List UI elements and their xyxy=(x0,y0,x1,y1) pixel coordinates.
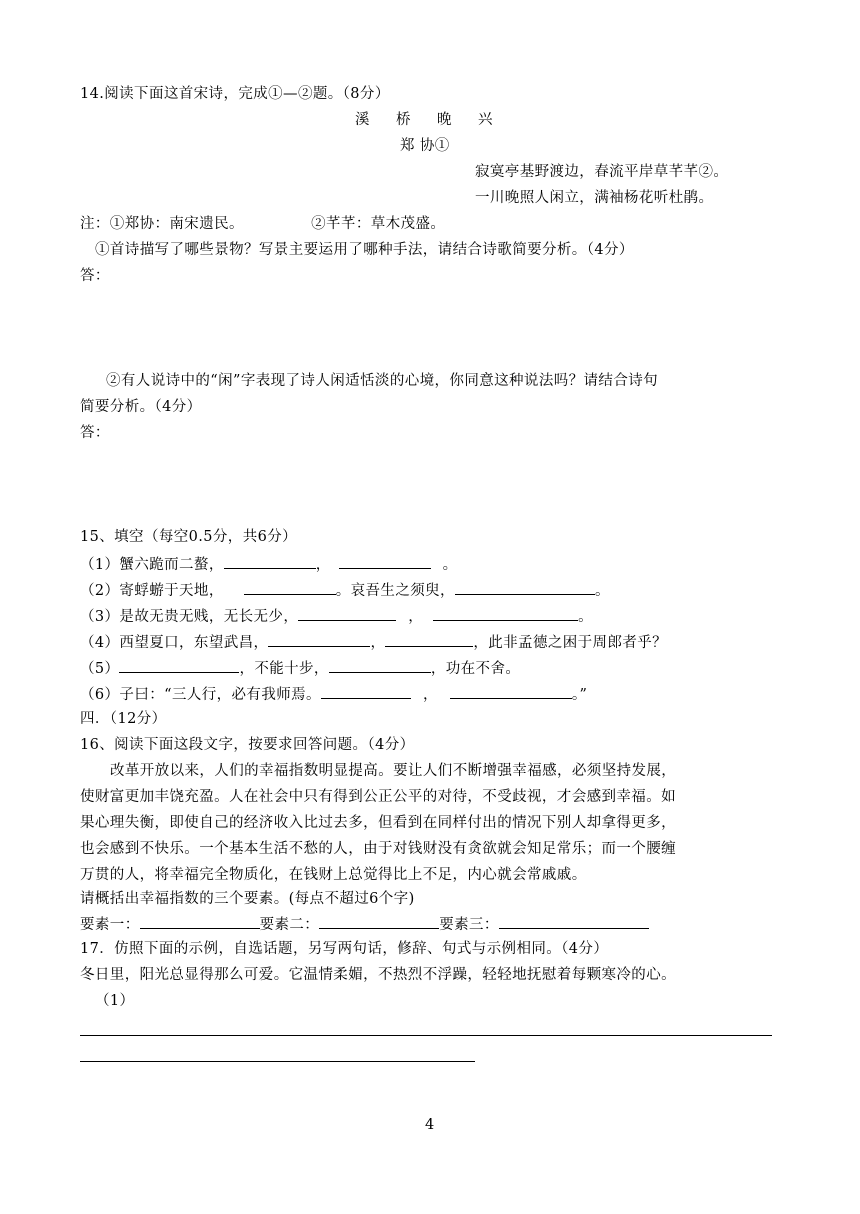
q15-header: 15、填空（每空0.5分，共6分） xyxy=(80,529,298,545)
page-number: 4 xyxy=(425,1117,435,1133)
q17-header: 17．仿照下面的示例，自选话题，另写两句话，修辞、句式与示例相同。（4分） xyxy=(80,941,609,957)
q15-line-3 xyxy=(80,606,593,626)
q15-text: ，不能十步， xyxy=(239,661,329,677)
q14-sub2-line2: 简要分析。（4分） xyxy=(80,399,202,415)
poem-author: 郑 协① xyxy=(400,138,450,154)
q16-header: 16、阅读下面这段文字，按要求回答问题。（4分） xyxy=(80,737,415,753)
q14-header: 14.阅读下面这首宋诗，完成①—②题。（8分） xyxy=(80,86,390,102)
q15-text: （5） xyxy=(80,661,120,677)
q17-example: 冬日里，阳光总显得那么可爱。它温情柔媚，不热烈不浮躁，轻轻地抚慰着每颗寒冷的心。 xyxy=(80,967,676,983)
q15-line-1 xyxy=(80,554,458,574)
q15-text: ， xyxy=(408,609,424,625)
q15-line-2 xyxy=(80,580,610,600)
poem-line-2: 一川晚照人闲立，满袖杨花听杜鹃。 xyxy=(475,190,714,206)
q15-text: （6）子曰：“三人行，必有我师焉。 xyxy=(80,687,321,703)
q15-text: ，功在不舍。 xyxy=(430,661,521,677)
element-one-blank[interactable] xyxy=(140,914,260,929)
blank[interactable] xyxy=(433,606,578,621)
q17-item-1: （1） xyxy=(95,993,135,1009)
q15-line-4 xyxy=(80,632,667,652)
answer-line-2[interactable] xyxy=(80,1061,475,1062)
q16-paragraph-4: 也会感到不快乐。一个基本生活不愁的人，由于对钱财没有贪欲就会知足常乐；而一个腰缠 xyxy=(80,841,676,857)
q16-paragraph-1: 改革开放以来，人们的幸福指数明显提高。要让人们不断增强幸福感，必须坚持发展， xyxy=(110,763,677,779)
q14-sub2-line1: ②有人说诗中的“闲”字表现了诗人闲适恬淡的心境，你同意这种说法吗？请结合诗句 xyxy=(106,373,659,389)
q15-text: （3）是故无贵无贱，无长无少， xyxy=(80,609,299,625)
blank[interactable] xyxy=(224,554,316,569)
section-four-header: 四．（12分） xyxy=(80,711,167,727)
q15-text: ， xyxy=(422,687,438,703)
q15-text: 。” xyxy=(571,687,588,703)
blank[interactable] xyxy=(268,632,370,647)
element-two-blank[interactable] xyxy=(319,914,439,929)
poem-line-1: 寂寞亭基野渡边，春流平岸草芊芊②。 xyxy=(475,164,729,180)
q15-line-6 xyxy=(80,684,587,704)
q16-elements xyxy=(80,914,649,934)
q14-answer-label-1: 答： xyxy=(80,268,110,284)
q16-paragraph-5: 万贯的人，将幸福完全物质化，在钱财上总觉得比上不足，内心就会常戚戚。 xyxy=(80,867,587,883)
q16-task: 请概括出幸福指数的三个要素。(每点不超过6个字) xyxy=(80,891,415,907)
blank[interactable] xyxy=(455,580,595,595)
blank[interactable] xyxy=(339,554,431,569)
q14-sub1: ①首诗描写了哪些景物？写景主要运用了哪种手法，请结合诗歌简要分析。（4分） xyxy=(95,242,634,258)
blank[interactable] xyxy=(321,684,411,699)
q15-line-5 xyxy=(80,658,520,678)
q16-paragraph-3: 果心理失衡，即使自己的经济收入比过去多，但看到在同样付出的情况下别人却拿得更多， xyxy=(80,815,676,831)
poem-title: 溪 桥 晚 兴 xyxy=(355,112,499,128)
answer-line-1[interactable] xyxy=(80,1035,772,1036)
q15-text: 。 xyxy=(578,609,594,625)
q16-paragraph-2: 使财富更加丰饶充盈。人在社会中只有得到公正公平的对待，不受歧视，才会感到幸福。如 xyxy=(80,789,676,805)
blank[interactable] xyxy=(244,580,336,595)
blank[interactable] xyxy=(329,658,431,673)
q14-answer-label-2: 答： xyxy=(80,425,110,441)
q15-text: 。 xyxy=(442,557,458,573)
element-three-label: 要素三： xyxy=(439,917,499,933)
element-three-blank[interactable] xyxy=(499,914,649,929)
q15-text: 。哀吾生之须臾， xyxy=(335,583,455,599)
poem-notes: 注：①郑协：南宋遗民。 ②芊芊：草木茂盛。 xyxy=(80,216,446,232)
q15-text: （4）西望夏口，东望武昌， xyxy=(80,635,269,651)
q15-text: （2）寄蜉蝣于天地， xyxy=(80,583,224,599)
q15-text: ， xyxy=(315,557,331,573)
element-two-label: 要素二： xyxy=(259,917,320,933)
blank[interactable] xyxy=(298,606,396,621)
blank[interactable] xyxy=(385,632,473,647)
q15-text: ， xyxy=(370,635,386,651)
q15-text: （1）蟹六跪而二螯， xyxy=(80,557,224,573)
blank[interactable] xyxy=(450,684,572,699)
element-one-label: 要素一： xyxy=(80,917,140,933)
q15-text: ，此非孟德之困于周郎者乎？ xyxy=(473,635,668,651)
q15-text: 。 xyxy=(594,583,610,599)
blank[interactable] xyxy=(119,658,239,673)
